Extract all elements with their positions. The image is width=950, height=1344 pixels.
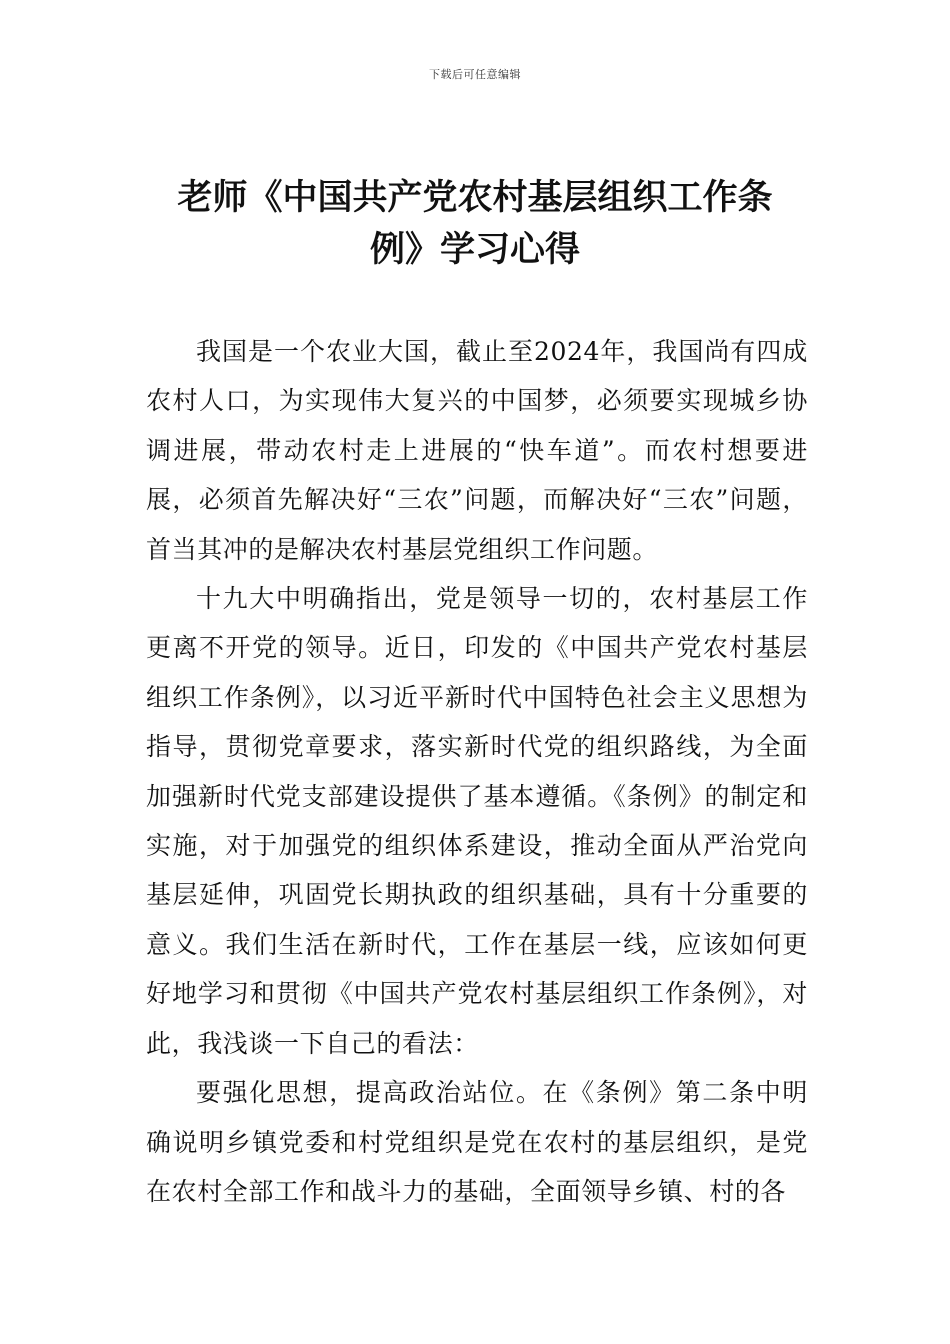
page-header-note: 下载后可任意编辑 <box>429 68 521 81</box>
body-paragraph-2: 十九大中明确指出，党是领导一切的，农村基层工作更离不开党的领导。近日，印发的《中国共产党农村基层组织工作条例》，以习近平新时代中国特色社会主义思想为指导，贯彻党章要求，落实新时代党的组织路线，为全面加强新时代党支部建设提供了基本遵循。《条例》的制定和实施，对于加强党的组织体系建设，推动全面从严治党向基层延伸，巩固党长期执政的组织基础，具有十分重要的意义。我们生活在新时代，工作在基层一线，应该如何更好地学习和贯彻《中国共产党农村基层组织工作条例》，对此，我浅谈一下自己的看法： <box>146 584 808 1058</box>
document-title-line-1: 老师《中国共产党农村基层组织工作条 <box>177 178 773 218</box>
document-title <box>100 172 850 276</box>
body-paragraph-1: 我国是一个农业大国，截止至2024年，我国尚有四成农村人口，为实现伟大复兴的中国梦，必须要实现城乡协调进展，带动农村走上进展的“快车道”。而农村想要进展，必须首先解决好“三农”问题，而解决好“三农”问题，首当其冲的是解决农村基层党组织工作问题。 <box>146 337 808 564</box>
document-body <box>146 327 808 1216</box>
document-title-line-2: 例》学习心得 <box>369 230 580 270</box>
body-paragraph-3: 要强化思想，提高政治站位。在《条例》第二条中明确说明乡镇党委和村党组织是党在农村的基层组织，是党在农村全部工作和战斗力的基础，全面领导乡镇、村的各 <box>146 1078 808 1206</box>
